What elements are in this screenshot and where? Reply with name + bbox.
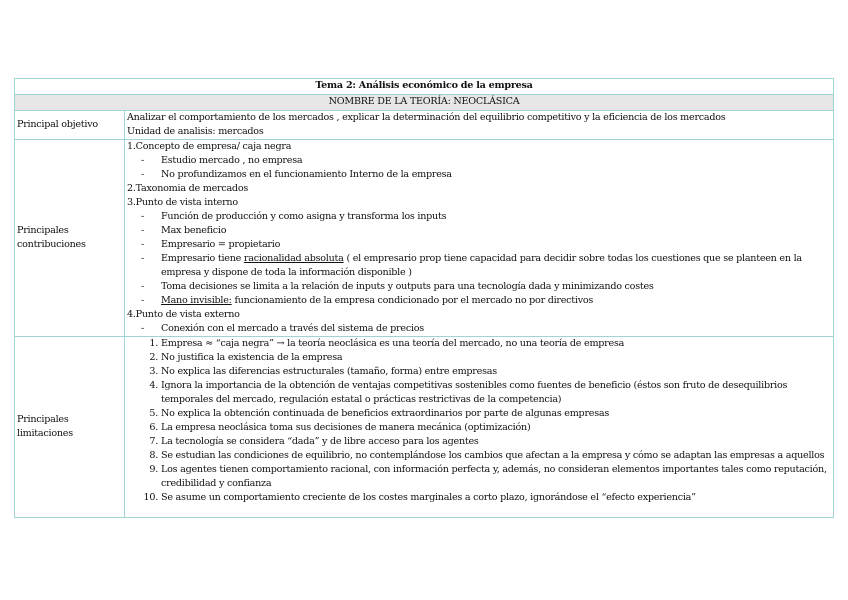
contrib-heading-2: 2.Taxonomia de mercados bbox=[127, 183, 249, 194]
objective-label: Principal objetivo bbox=[15, 111, 125, 140]
contrib-heading-4: 4.Punto de vista externo bbox=[127, 309, 240, 320]
list-item: - Empresario = propietario bbox=[141, 239, 281, 250]
limitations-label: Principales limitaciones bbox=[15, 337, 125, 518]
racionalidad-term: racionalidad absoluta bbox=[243, 253, 344, 264]
list-item: - Función de producción y como asigna y transforma los inputs bbox=[141, 211, 447, 222]
table-title: Tema 2: Análisis económico de la empresa bbox=[15, 79, 834, 95]
list-item: 7. La tecnología se considera “dada” y de libre acceso para los agentes bbox=[149, 436, 479, 447]
objective-content bbox=[125, 111, 834, 140]
list-item: 1. Empresa ≈ “caja negra” → la teoría neoclásica es una teoría del mercado, no una teoría de empresa bbox=[149, 338, 625, 349]
list-item: - No profundizamos en el funcionamiento Interno de la empresa bbox=[141, 169, 452, 180]
list-item: 4. Ignora la importancia de la obtención de ventajas competitivas sostenibles como fuentes de beneficio (éstos son fruto de desequilibrios temporales del mercado, regulación estatal o prácticas restrictivas de la competencia) bbox=[149, 380, 788, 405]
objective-text: Analizar el comportamiento de los mercados , explicar la determinación del equilibrio competitivo y la eficiencia de los mercados bbox=[127, 112, 726, 123]
list-item: 9. Los agentes tienen comportamiento racional, con información perfecta y, además, no consideran elementos importantes tales como reputación, credibilidad y confianza bbox=[149, 464, 827, 489]
list-item: - Max beneficio bbox=[141, 225, 227, 236]
contrib-heading-3: 3.Punto de vista interno bbox=[127, 197, 238, 208]
theory-name: NOMBRE DE LA TEORÍA: NEOCLÁSICA bbox=[15, 95, 834, 111]
contributions-content bbox=[125, 140, 834, 337]
unit-of-analysis: Unidad de analisis: mercados bbox=[127, 126, 264, 137]
list-item: 6. La empresa neoclásica toma sus decisiones de manera mecánica (optimización) bbox=[149, 422, 531, 433]
list-item: 8. Se estudian las condiciones de equilibrio, no contemplándose los cambios que afectan a la empresa y cómo se adaptan las empresas a aquellos bbox=[149, 450, 825, 461]
limitations-content bbox=[125, 337, 834, 518]
contributions-label: Principales contribuciones bbox=[15, 140, 125, 337]
list-item: 3. No explica las diferencias estructurales (tamaño, forma) entre empresas bbox=[149, 366, 497, 377]
list-item: - Estudio mercado , no empresa bbox=[141, 155, 303, 166]
list-item: - Conexión con el mercado a través del sistema de precios bbox=[141, 323, 424, 334]
list-item: - Mano invisible: funcionamiento de la empresa condicionado por el mercado no por directivos bbox=[141, 295, 594, 306]
theory-table bbox=[14, 78, 834, 518]
list-item: 10. Se asume un comportamiento creciente de los costes marginales a corto plazo, ignorándose el “efecto experiencia” bbox=[143, 492, 696, 503]
list-item: - Empresario tiene racionalidad absoluta ( el empresario prop tiene capacidad para decidir sobre todas los cuestiones que se planteen en la empresa y dispone de toda la información disponible ) bbox=[141, 253, 802, 278]
list-item: 5. No explica la obtención continuada de beneficios extraordinarios por parte de algunas empresas bbox=[149, 408, 610, 419]
list-item: 2. No justifica la existencia de la empresa bbox=[149, 352, 343, 363]
mano-invisible-term: Mano invisible: bbox=[161, 295, 232, 306]
contrib-heading-1: 1.Concepto de empresa/ caja negra bbox=[127, 141, 292, 152]
list-item: - Toma decisiones se limita a la relación de inputs y outputs para una tecnología dada y minimizando costes bbox=[141, 281, 654, 292]
